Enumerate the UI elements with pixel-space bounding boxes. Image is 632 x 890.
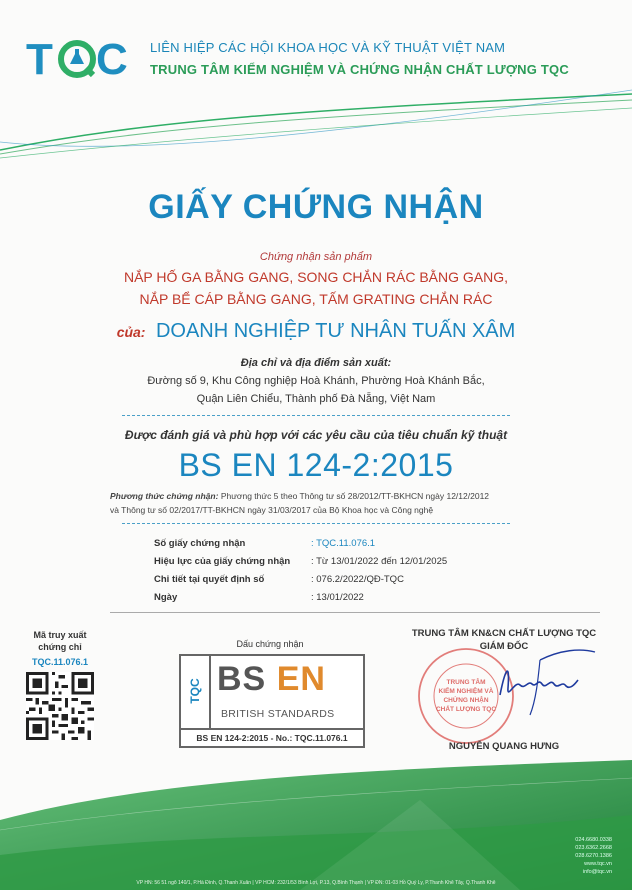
footer-phone: 024.6680.0338 [575, 837, 612, 843]
method-label: Phương thức chứng nhận: [110, 491, 219, 501]
address-line-1: Đường số 9, Khu Công nghiệp Hoà Khánh, Phường Hoà Khánh Bắc, [147, 375, 485, 387]
mark-label: Dấu chứng nhận [236, 639, 304, 649]
info-value: : Từ 13/01/2022 đến 12/01/2025 [311, 556, 448, 567]
tqc-logo [26, 34, 146, 82]
bs-en-certification-mark [179, 654, 365, 730]
mark-number: BS EN 124-2:2015 - No.: TQC.11.076.1 [179, 730, 365, 748]
footer-web: www.tqc.vn [584, 861, 612, 867]
info-row [154, 556, 484, 574]
company-row [0, 320, 632, 343]
info-value: : 076.2/2022/QĐ-TQC [311, 574, 404, 585]
product-line-1: NẮP HỐ GA BẰNG GANG, SONG CHẮN RÁC BẰNG GANG, [123, 269, 509, 285]
mark-side-text: TQC [188, 678, 202, 704]
mark-bs: BS [217, 660, 267, 698]
stamp-line2: KIỂM NGHIỆM VÀ [438, 688, 494, 695]
company-name: DOANH NGHIỆP TƯ NHÂN TUẤN XÂM [155, 320, 516, 342]
info-label: Chi tiết tại quyết định số [154, 574, 265, 585]
svg-text:T: T [26, 35, 53, 82]
header-wave-decoration [0, 80, 632, 160]
certificate-subtitle: Chứng nhận sản phẩm [259, 251, 373, 263]
stamp-line3: CHỨNG NHẬN [443, 697, 489, 704]
tqc-logo-graphic [26, 34, 146, 82]
info-label: Số giấy chứng nhận [154, 538, 246, 549]
info-label: Ngày [154, 592, 178, 603]
footer-offices: VP HN: 56 51 ngõ 140/1, P.Hà Đình, Q.Thanh Xuân | VP HCM: 232/1/53 Bình Lợi, P.13, Q.Bình Thạnh | VP ĐN: 01-03 Hồ Quý Ly, P.Thanh Khê Tây, Q.Thanh Khê [136, 880, 496, 886]
footer-email: info@tqc.vn [582, 869, 612, 875]
qr-label-line1: Mã truy xuất [33, 630, 87, 640]
handwritten-signature [480, 640, 600, 720]
org-name-line2: TRUNG TÂM KIỂM NGHIỆM VÀ CHỨNG NHẬN CHẤT LƯỢNG TQC [150, 62, 569, 77]
mark-en: EN [276, 660, 326, 698]
info-label: Hiệu lực của giấy chứng nhận [154, 556, 291, 567]
method-line-1: Phương thức 5 theo Thông tư số 28/2012/TT-BKHCN ngày 12/12/2012 [220, 491, 490, 501]
qr-code-image[interactable] [26, 672, 94, 740]
divider [110, 612, 600, 613]
info-row [154, 538, 484, 556]
evaluation-statement: Được đánh giá và phù hợp với các yêu cầu của tiêu chuẩn kỹ thuật [124, 428, 508, 442]
certification-method [110, 489, 540, 517]
stamp-line4: CHẤT LƯỢNG TQC [435, 706, 497, 713]
signing-org: TRUNG TÂM KN&CN CHẤT LƯỢNG TQC [411, 628, 597, 639]
mark-side-panel [181, 656, 211, 728]
stamp-line1: TRUNG TÂM [446, 679, 486, 686]
of-label: của: [116, 324, 146, 340]
product-line-2: NẮP BỂ CÁP BẰNG GANG, TẤM GRATING CHẮN RÁC [139, 291, 493, 307]
org-name-line1: LIÊN HIỆP CÁC HỘI KHOA HỌC VÀ KỸ THUẬT VIỆT NAM [150, 40, 506, 55]
qr-code-text: TQC.11.076.1 [31, 657, 89, 667]
method-line-2: và Thông tư số 02/2017/TT-BKHCN ngày 31/03/2017 của Bộ Khoa học và Công nghệ [110, 505, 434, 515]
footer-contacts [575, 836, 612, 876]
signer-role: GIÁM ĐỐC [479, 641, 529, 652]
footer-phone: 028.6270.1386 [575, 853, 612, 859]
certificate-title: GIẤY CHỨNG NHẬN [148, 188, 484, 226]
footer-green-wave [0, 760, 632, 890]
signer-name: NGUYỄN QUANG HƯNG [448, 741, 560, 752]
qr-label-line2: chứng chỉ [38, 642, 82, 652]
divider [122, 523, 510, 524]
info-value: : TQC.11.076.1 [311, 538, 376, 549]
address-line-2: Quận Liên Chiểu, Thành phố Đà Nẵng, Việt Nam [196, 393, 436, 405]
info-row [154, 592, 484, 610]
divider [122, 415, 510, 416]
svg-text:C: C [96, 35, 128, 82]
mark-british-standards: BRITISH STANDARDS [221, 708, 335, 720]
info-row [154, 574, 484, 592]
info-value: : 13/01/2022 [311, 592, 364, 603]
footer-phone: 023.6362.2668 [575, 845, 612, 851]
address-label: Địa chỉ và địa điểm sản xuất: [240, 357, 392, 369]
standard-code: BS EN 124-2:2015 [178, 447, 454, 483]
mark-title [217, 660, 326, 699]
qr-label [20, 629, 100, 653]
